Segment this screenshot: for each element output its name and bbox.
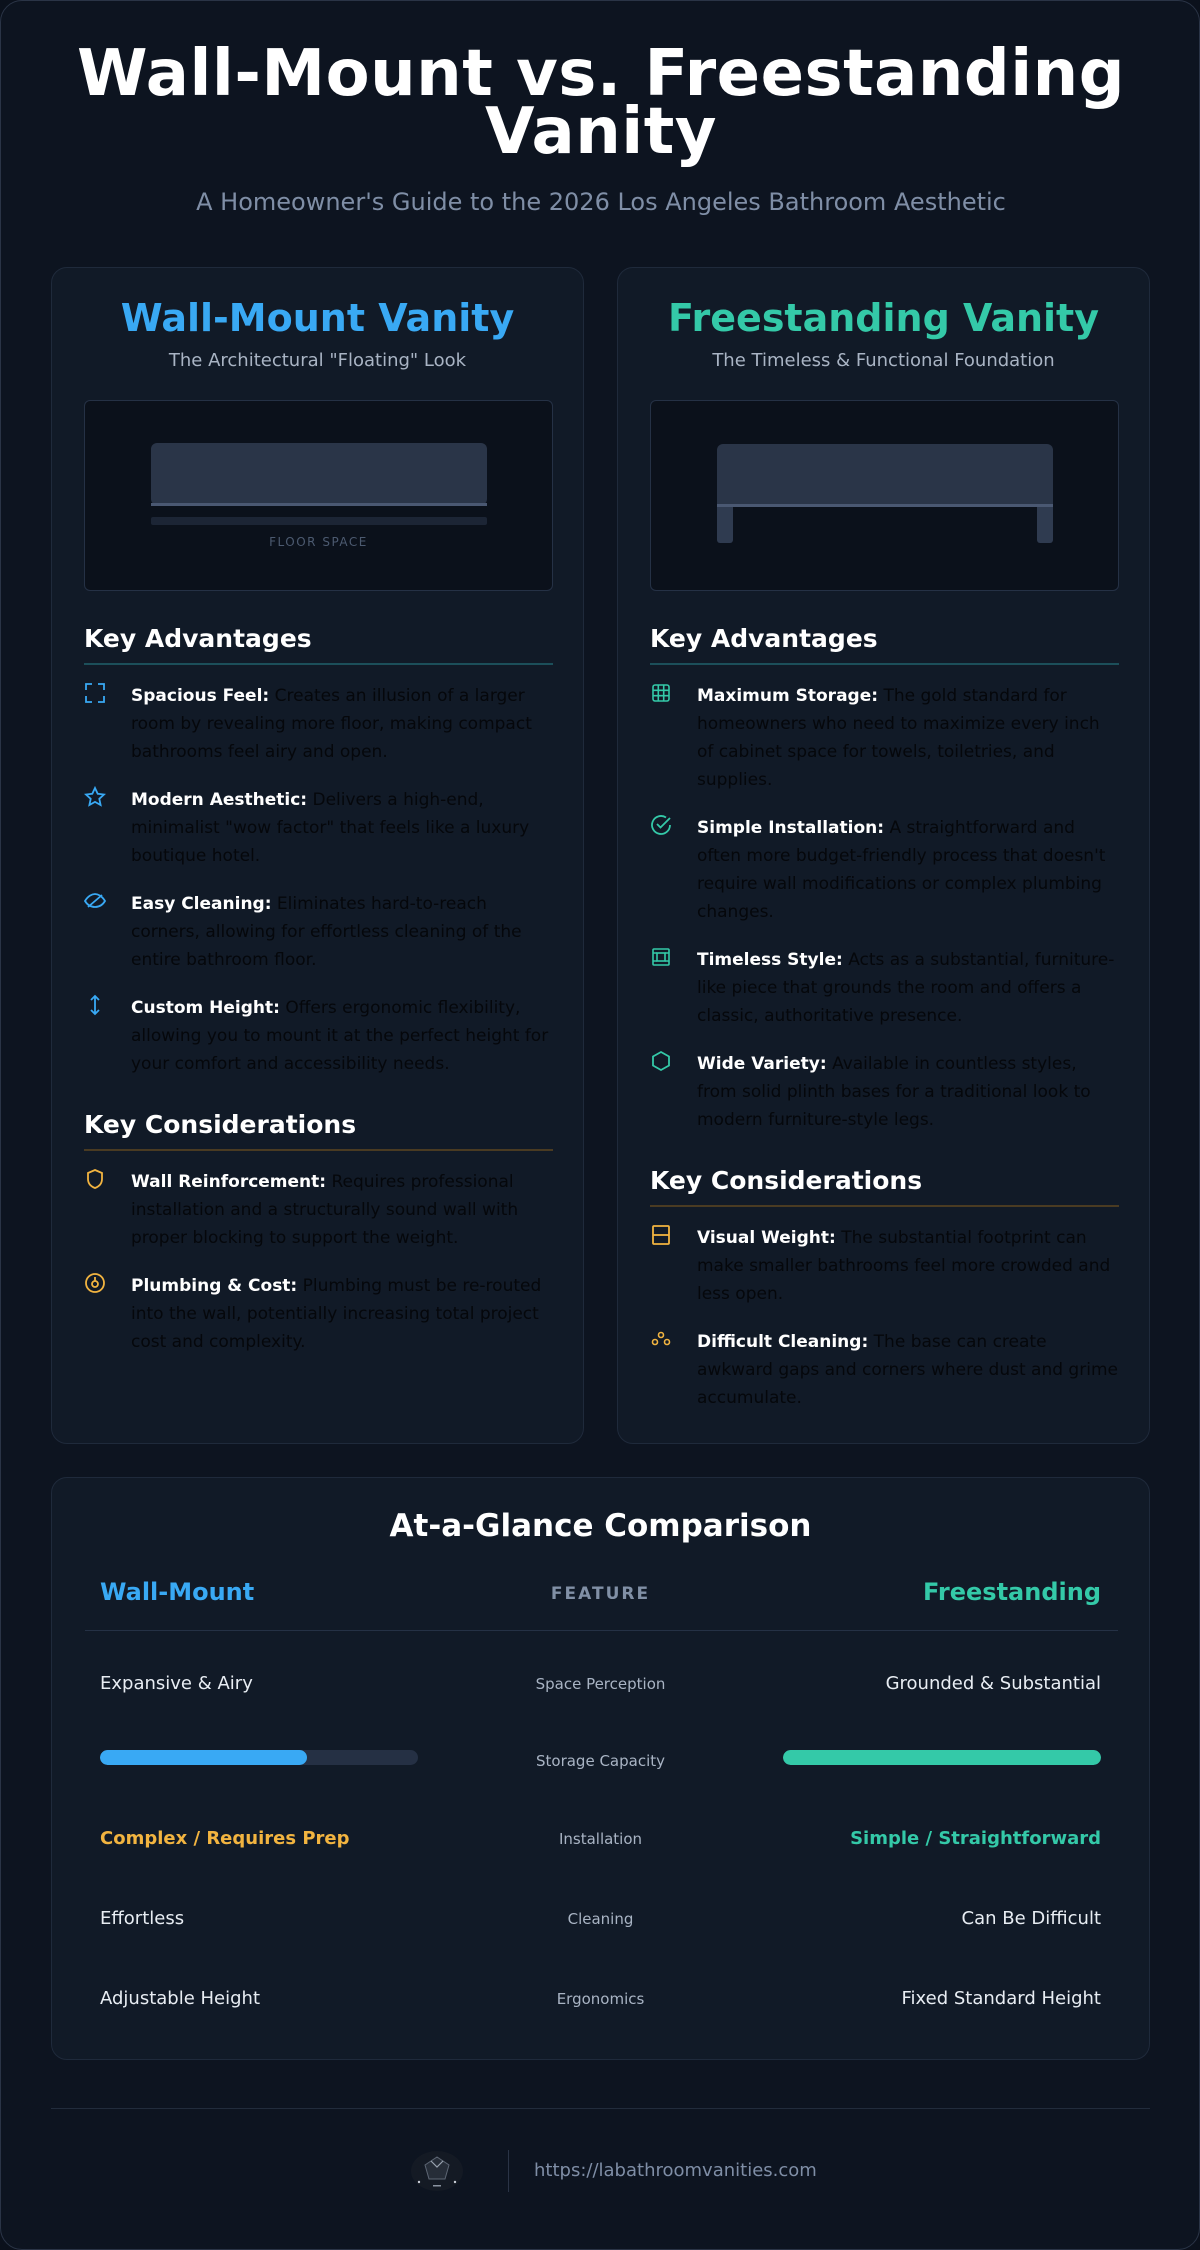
advantage-text: A straightforward and often more budget-friendly process that doesn't require wall modifications or complex plumbing changes. [697, 818, 1106, 922]
consideration-label: Visual Weight: [697, 1228, 836, 1248]
expand-icon [84, 682, 106, 704]
floating-vanity-shape [151, 443, 487, 505]
wall-mount-card [51, 267, 584, 1444]
freestanding-vanity-shape [717, 444, 1053, 506]
advantage-text: Available in countless styles, from solid plinth bases for a traditional look to modern furniture-style legs. [697, 1054, 1091, 1130]
eye-icon [84, 890, 106, 912]
check-circle-icon [650, 814, 672, 836]
advantage-text: Creates an illusion of a larger room by revealing more floor, making compact bathrooms feel airy and open. [131, 686, 532, 762]
frame-icon [650, 946, 672, 968]
vanity-leg [1037, 507, 1053, 543]
storage-bar-fill [783, 1750, 1101, 1765]
page-subtitle: A Homeowner's Guide to the 2026 Los Angeles Bathroom Aesthetic [196, 188, 1006, 216]
vanity-edge [151, 503, 487, 506]
comparison-divider [85, 1630, 1118, 1631]
wall-mount-value: Adjustable Height [100, 1988, 261, 2009]
consideration-text: The base can create awkward gaps and corners where dust and grime accumulate. [697, 1332, 1118, 1408]
freestanding-advantages-heading: Key Advantages [650, 624, 1119, 665]
plumbing-icon [84, 1272, 106, 1294]
wall-mount-value: Expansive & Airy [100, 1673, 253, 1694]
comparison-header-freestanding: Freestanding [923, 1578, 1101, 1606]
freestanding-subtitle: The Timeless & Functional Foundation [712, 350, 1055, 371]
advantage-label: Custom Height: [131, 998, 280, 1018]
consideration-text: The substantial footprint can make smaller bathrooms feel more crowded and less open. [697, 1228, 1111, 1304]
shield-icon [84, 1168, 106, 1190]
brand-logo-icon [409, 2149, 465, 2193]
feature-label: Storage Capacity [535, 1752, 665, 1770]
grid-icon [650, 682, 672, 704]
advantage-label: Wide Variety: [697, 1054, 827, 1074]
star-icon [84, 786, 106, 808]
wall-mount-considerations-heading: Key Considerations [84, 1110, 553, 1151]
consideration-label: Wall Reinforcement: [131, 1172, 327, 1192]
comparison-row [52, 1820, 1149, 1860]
freestanding-value: Can Be Difficult [961, 1908, 1101, 1929]
advantage-label: Timeless Style: [697, 950, 843, 970]
comparison-row [52, 1980, 1149, 2020]
freestanding-value: Simple / Straightforward [850, 1828, 1101, 1849]
vanity-edge [717, 504, 1053, 507]
advantage-label: Modern Aesthetic: [131, 790, 308, 810]
title-line-2: Vanity [484, 95, 718, 169]
comparison-panel [51, 1477, 1150, 2060]
advantage-label: Simple Installation: [697, 818, 885, 838]
wall-mount-illustration [84, 400, 553, 591]
wall-mount-value: Complex / Requires Prep [100, 1828, 350, 1849]
floor-shadow [151, 517, 487, 525]
advantage-label: Spacious Feel: [131, 686, 270, 706]
floor-space-label: FLOOR SPACE [269, 535, 368, 549]
feature-label: Space Perception [535, 1675, 666, 1693]
comparison-header-wall-mount: Wall-Mount [100, 1578, 255, 1606]
vertical-arrows-icon [84, 994, 106, 1016]
freestanding-considerations-heading: Key Considerations [650, 1166, 1119, 1207]
hexagon-icon [650, 1050, 672, 1072]
title-line-1: Wall-Mount vs. Freestanding [76, 37, 1126, 111]
consideration-label: Plumbing & Cost: [131, 1276, 298, 1296]
page-title [1, 37, 1200, 169]
wall-mount-value: Effortless [100, 1908, 185, 1929]
freestanding-value: Grounded & Substantial [885, 1673, 1101, 1694]
freestanding-value: Fixed Standard Height [901, 1988, 1101, 2009]
wall-mount-subtitle: The Architectural "Floating" Look [168, 350, 467, 371]
vanity-leg [717, 507, 733, 543]
comparison-header-feature: FEATURE [550, 1584, 651, 1604]
consideration-text: Requires professional installation and a structurally sound wall with proper blocking to support the weight. [131, 1172, 519, 1248]
freestanding-title: Freestanding Vanity [668, 296, 1099, 340]
feature-label: Cleaning [567, 1910, 634, 1928]
dots-icon [650, 1328, 672, 1350]
comparison-row [52, 1900, 1149, 1940]
feature-label: Installation [558, 1830, 643, 1848]
cabinet-icon [650, 1224, 672, 1246]
freestanding-storage-bar [783, 1750, 1101, 1765]
advantage-text: The gold standard for homeowners who need to maximize every inch of cabinet space for towels, toiletries, and supplies. [697, 686, 1100, 790]
freestanding-card [617, 267, 1150, 1444]
footer-separator [508, 2150, 509, 2192]
advantage-text: Offers ergonomic flexibility, allowing you to mount it at the perfect height for your comfort and accessibility needs. [131, 998, 549, 1074]
advantage-text: Acts as a substantial, furniture-like piece that grounds the room and offers a classic, authoritative presence. [697, 950, 1115, 1026]
wall-mount-title: Wall-Mount Vanity [120, 296, 515, 340]
comparison-row [52, 1742, 1149, 1782]
comparison-title: At-a-Glance Comparison [389, 1508, 812, 1544]
advantage-text: Eliminates hard-to-reach corners, allowing for effortless cleaning of the entire bathroom floor. [131, 894, 522, 970]
advantage-text: Delivers a high-end, minimalist "wow factor" that feels like a luxury boutique hotel. [131, 790, 530, 866]
consideration-text: Plumbing must be re-routed into the wall, potentially increasing total project cost and complexity. [131, 1276, 542, 1352]
consideration-label: Difficult Cleaning: [697, 1332, 869, 1352]
advantage-label: Maximum Storage: [697, 686, 879, 706]
feature-label: Ergonomics [556, 1990, 645, 2008]
footer-url-link[interactable]: https://labathroomvanities.com [534, 2160, 817, 2181]
wall-mount-advantages-heading: Key Advantages [84, 624, 553, 665]
comparison-row [52, 1665, 1149, 1705]
footer-divider [51, 2108, 1150, 2109]
freestanding-illustration [650, 400, 1119, 591]
advantage-label: Easy Cleaning: [131, 894, 272, 914]
